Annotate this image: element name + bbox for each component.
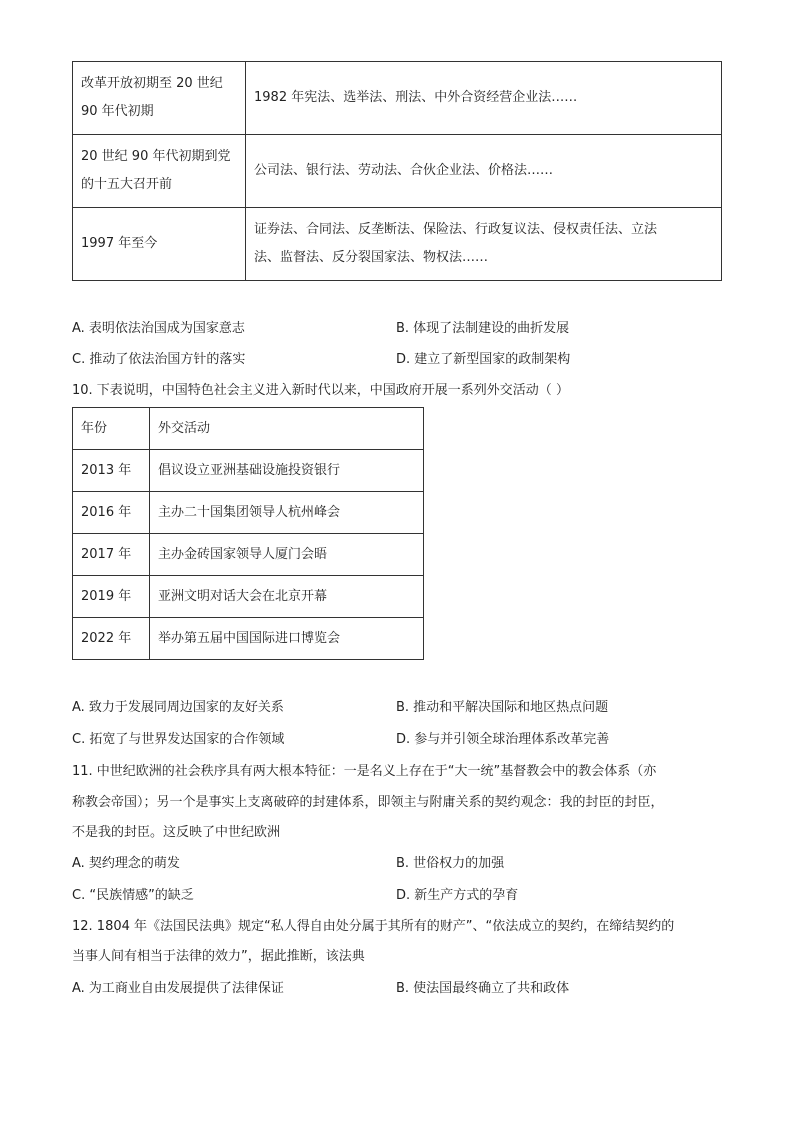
- header-year: 年份: [73, 408, 150, 450]
- table-header-row: [73, 408, 424, 450]
- q10-option-b: B. 推动和平解决国际和地区热点问题: [396, 700, 609, 715]
- q11-stem-line: 称教会帝国）；另一个是事实上支离破碎的封建体系，即领主与附庸关系的契约观念：我的封臣的封臣，: [72, 795, 664, 810]
- laws-line: 证券法、合同法、反垄断法、保险法、行政复议法、侵权责任法、立法: [254, 222, 658, 237]
- q11-option-c: C. “民族情感”的缺乏: [72, 888, 194, 903]
- q9-option-b: B. 体现了法制建设的曲折发展: [396, 321, 570, 336]
- q10-stem: 10. 下表说明，中国特色社会主义进入新时代以来，中国政府开展一系列外交活动（ ）: [72, 383, 569, 398]
- law-table: [72, 61, 722, 281]
- table-row: [73, 450, 424, 492]
- year-cell: 2019 年: [73, 576, 150, 618]
- period-line: 1997 年至今: [81, 236, 158, 251]
- q11-option-d: D. 新生产方式的孕育: [396, 888, 519, 903]
- q11-stem-line: 不是我的封臣。这反映了中世纪欧洲: [72, 825, 281, 840]
- activity-cell: 主办二十国集团领导人杭州峰会: [150, 492, 424, 534]
- activity-cell: 举办第五届中国国际进口博览会: [150, 618, 424, 660]
- period-cell: [73, 135, 246, 208]
- period-line: 90 年代初期: [81, 104, 154, 119]
- laws-line: 1982 年宪法、选举法、刑法、中外合资经营企业法……: [254, 90, 578, 105]
- q10-option-c: C. 拓宽了与世界发达国家的合作领域: [72, 732, 285, 747]
- activity-cell: 主办金砖国家领导人厦门会晤: [150, 534, 424, 576]
- table-row: [73, 576, 424, 618]
- period-line: 改革开放初期至 20 世纪: [81, 76, 223, 91]
- activity-cell: 倡议设立亚洲基础设施投资银行: [150, 450, 424, 492]
- period-line: 20 世纪 90 年代初期到党: [81, 149, 231, 164]
- table-row: [73, 618, 424, 660]
- header-activity: 外交活动: [150, 408, 424, 450]
- period-line: 的十五大召开前: [81, 177, 173, 192]
- table-row: [73, 208, 722, 281]
- laws-line: 法、监督法、反分裂国家法、物权法……: [254, 250, 489, 265]
- q9-option-a: A. 表明依法治国成为国家意志: [72, 321, 245, 336]
- activity-cell: 亚洲文明对话大会在北京开幕: [150, 576, 424, 618]
- table-row: [73, 62, 722, 135]
- q11-option-a: A. 契约理念的萌发: [72, 856, 180, 871]
- q11-option-b: B. 世俗权力的加强: [396, 856, 505, 871]
- laws-cell: [246, 135, 722, 208]
- year-cell: 2016 年: [73, 492, 150, 534]
- q11-stem-line: 11. 中世纪欧洲的社会秩序具有两大根本特征：一是名义上存在于“大一统”基督教会中的教会体系（亦: [72, 764, 657, 779]
- table-row: [73, 534, 424, 576]
- table-row: [73, 135, 722, 208]
- q10-option-a: A. 致力于发展同周边国家的友好关系: [72, 700, 284, 715]
- q12-stem-line: 12. 1804 年《法国民法典》规定“私人得自由处分属于其所有的财产”、“依法成立的契约，在缔结契约的: [72, 919, 675, 934]
- period-cell: [73, 208, 246, 281]
- laws-cell: [246, 62, 722, 135]
- q12-option-a: A. 为工商业自由发展提供了法律保证: [72, 981, 284, 996]
- period-cell: [73, 62, 246, 135]
- q12-option-b: B. 使法国最终确立了共和政体: [396, 981, 570, 996]
- diplomacy-table: [72, 407, 424, 660]
- table-row: [73, 492, 424, 534]
- q9-option-c: C. 推动了依法治国方针的落实: [72, 352, 246, 367]
- q12-stem-line: 当事人间有相当于法律的效力”，据此推断，该法典: [72, 949, 365, 964]
- q9-option-d: D. 建立了新型国家的政制架构: [396, 352, 571, 367]
- year-cell: 2017 年: [73, 534, 150, 576]
- year-cell: 2013 年: [73, 450, 150, 492]
- laws-cell: [246, 208, 722, 281]
- laws-line: 公司法、银行法、劳动法、合伙企业法、价格法……: [254, 163, 554, 178]
- q10-option-d: D. 参与并引领全球治理体系改革完善: [396, 732, 610, 747]
- year-cell: 2022 年: [73, 618, 150, 660]
